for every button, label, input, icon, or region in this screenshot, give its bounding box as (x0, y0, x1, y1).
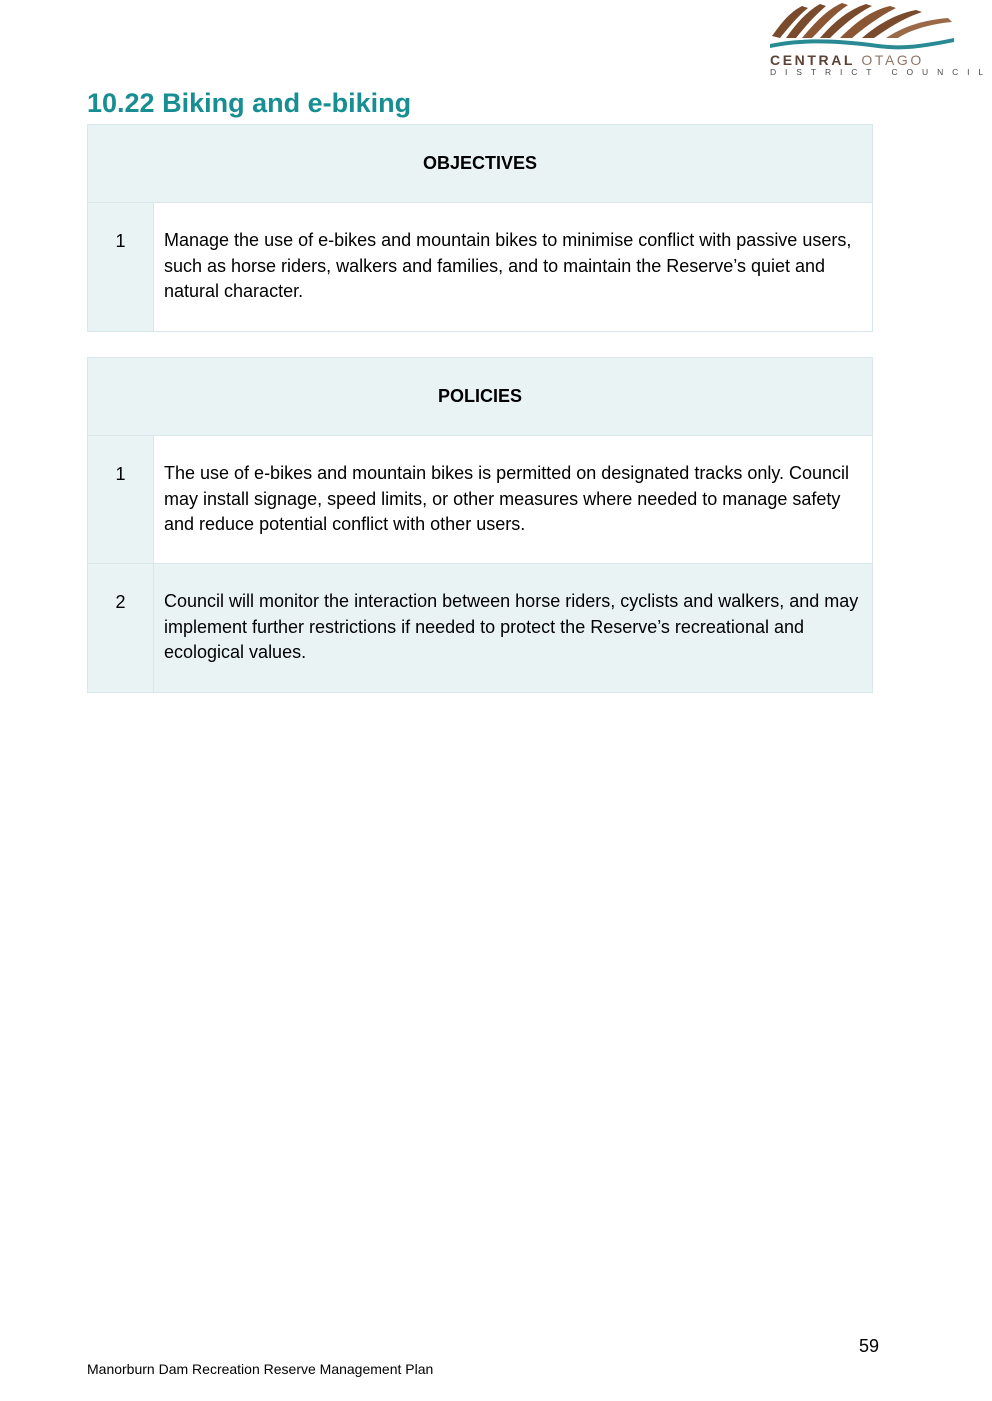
objectives-heading: OBJECTIVES (88, 125, 872, 203)
objective-text: Manage the use of e-bikes and mountain bikes to minimise conflict with passive users, such as horse riders, walkers and families, and to maintain the Reserve’s quiet and natural character. (154, 203, 872, 331)
objectives-table (87, 124, 873, 332)
policies-heading: POLICIES (88, 358, 872, 436)
policy-row (88, 436, 872, 564)
policy-number: 2 (88, 564, 154, 692)
logo-wordmark (770, 53, 924, 67)
objective-row (88, 203, 872, 331)
objective-number: 1 (88, 203, 154, 331)
policies-table (87, 357, 873, 693)
policy-row (88, 564, 872, 692)
policy-text: The use of e-bikes and mountain bikes is permitted on designated tracks only. Council may install signage, speed limits, or other measures where needed to manage safety and reduce potential conflict with other users. (154, 436, 872, 563)
page-number: 59 (859, 1336, 880, 1356)
footer-document-title: Manorburn Dam Recreation Reserve Management Plan (87, 1361, 434, 1377)
logo-word-otago: OTAGO (861, 52, 924, 68)
council-logo (768, 0, 992, 80)
page-title: 10.22 Biking and e-biking (87, 88, 412, 118)
policy-text: Council will monitor the interaction between horse riders, cyclists and walkers, and may implement further restrictions if needed to protect the Reserve’s recreational and ecological values. (154, 564, 872, 692)
logo-word-central: CENTRAL (770, 52, 855, 68)
policy-number: 1 (88, 436, 154, 563)
logo-hills-graphic (768, 0, 956, 52)
logo-subtitle: DISTRICT COUNCIL (770, 67, 992, 77)
